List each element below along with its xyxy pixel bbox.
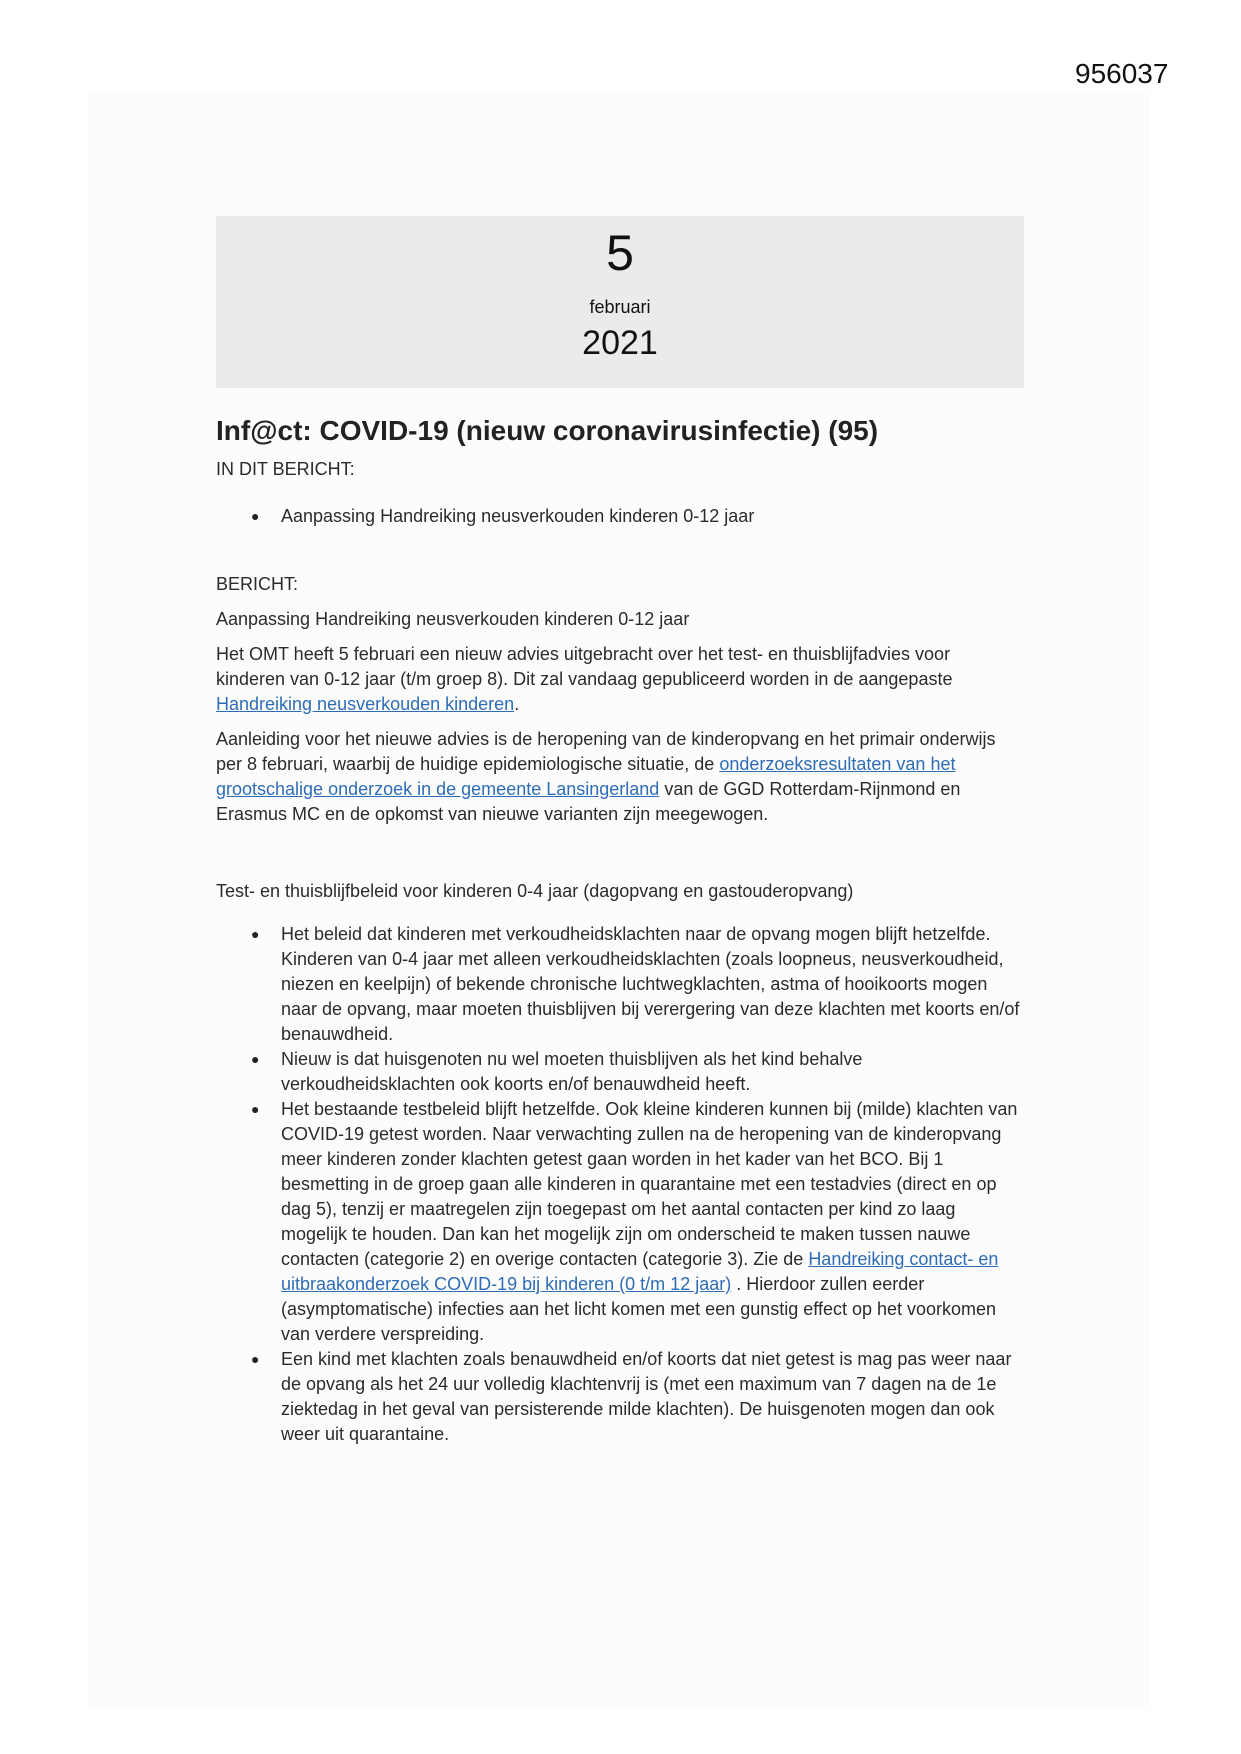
- summary-list: [216, 504, 1024, 529]
- page-title: Inf@ct: COVID-19 (nieuw coronavirusinfectie) (95): [216, 415, 879, 446]
- beleid-item: ● Nieuw is dat huisgenoten nu wel moeten thuisblijven als het kind behalve verkoudheidsklachten ook koorts en/of benauwdheid heeft.: [281, 1047, 1024, 1097]
- paragraph-omt-advies: [216, 642, 1024, 717]
- beleid-heading: Test- en thuisblijfbeleid voor kinderen 0-4 jaar (dagopvang en gastouderopvang): [216, 881, 854, 901]
- beleid-item-text: Het bestaande testbeleid blijft hetzelfde. Ook kleine kinderen kunnen bij (milde) klachten van COVID-19 getest worden. Naar verwachting zullen na de heropening van de kinderopvang meer kinderen zonder klachten getest gaan worden in het kader van het BCO. Bij 1 besmetting in de groep gaan alle kinderen in quarantaine met een testadvies (direct en op dag 5), tenzij er maatregelen zijn toegepast om het aantal contacten per kind zo laag mogelijk te houden. Dan kan het mogelijk zijn om onderscheid te maken tussen nauwe contacten (categorie 2) en overige contacten (categorie 3). Zie de: [281, 1099, 1018, 1269]
- paragraph-text: Aanleiding voor het nieuwe advies is de heropening van de kinderopvang en het primair onderwijs per 8 februari, waarbij de huidige epidemiologische situatie, de: [216, 729, 996, 774]
- bericht-subject: Aanpassing Handreiking neusverkouden kinderen 0-12 jaar: [216, 609, 690, 629]
- link-handreiking-contactonderzoek[interactable]: Handreiking contact- en uitbraakonderzoek COVID-19 bij kinderen (0 t/m 12 jaar): [281, 1249, 999, 1294]
- in-dit-bericht-label: IN DIT BERICHT:: [216, 459, 355, 479]
- bericht-label: BERICHT:: [216, 574, 299, 594]
- date-box: [216, 216, 1024, 388]
- paragraph-aanleiding: [216, 727, 1024, 827]
- date-year: 2021: [582, 324, 658, 362]
- beleid-item: [281, 1097, 1024, 1347]
- summary-item: ● Aanpassing Handreiking neusverkouden kinderen 0-12 jaar: [281, 504, 1024, 529]
- link-handreiking-neusverkouden[interactable]: Handreiking neusverkouden kinderen: [216, 694, 515, 714]
- beleid-item: ● Een kind met klachten zoals benauwdheid en/of koorts dat niet getest is mag pas weer naar de opvang als het 24 uur volledig klachtenvrij is (met een maximum van 7 dagen na de 1e ziektedag in het geval van persisterende milde klachten). De huisgenoten mogen dan ook weer uit quarantaine.: [281, 1347, 1024, 1447]
- paragraph-text: Het OMT heeft 5 februari een nieuw advies uitgebracht over het test- en thuisblijfadvies voor kinderen van 0-12 jaar (t/m groep 8). Dit zal vandaag gepubliceerd worden in de aangepaste: [216, 644, 953, 689]
- beleid-list: [216, 922, 1024, 1447]
- document-content: [216, 216, 1024, 1447]
- date-month: februari: [589, 297, 651, 317]
- paragraph-end: van de GGD Rotterdam-Rijnmond en Erasmus MC en de opkomst van nieuwe varianten zijn meegewogen.: [216, 779, 961, 824]
- beleid-item-end: . Hierdoor zullen eerder (asymptomatische) infecties aan het licht komen met een gunstig effect op het voorkomen van verdere verspreiding.: [281, 1274, 997, 1344]
- document-id: 956037: [1075, 58, 1169, 89]
- date-day: 5: [606, 225, 634, 281]
- link-onderzoeksresultaten[interactable]: onderzoeksresultaten van het grootschalige onderzoek in de gemeente Lansingerland: [216, 754, 956, 799]
- paragraph-end: .: [514, 694, 520, 714]
- beleid-item: ● Het beleid dat kinderen met verkoudheidsklachten naar de opvang mogen blijft hetzelfde. Kinderen van 0-4 jaar met alleen verkoudheidsklachten (zoals loopneus, neusverkoudheid, niezen en keelpijn) of bekende chronische luchtwegklachten, astma of hooikoorts mogen naar de opvang, maar moeten thuisblijven bij verergering van deze klachten met koorts en/of benauwdheid.: [281, 922, 1024, 1047]
